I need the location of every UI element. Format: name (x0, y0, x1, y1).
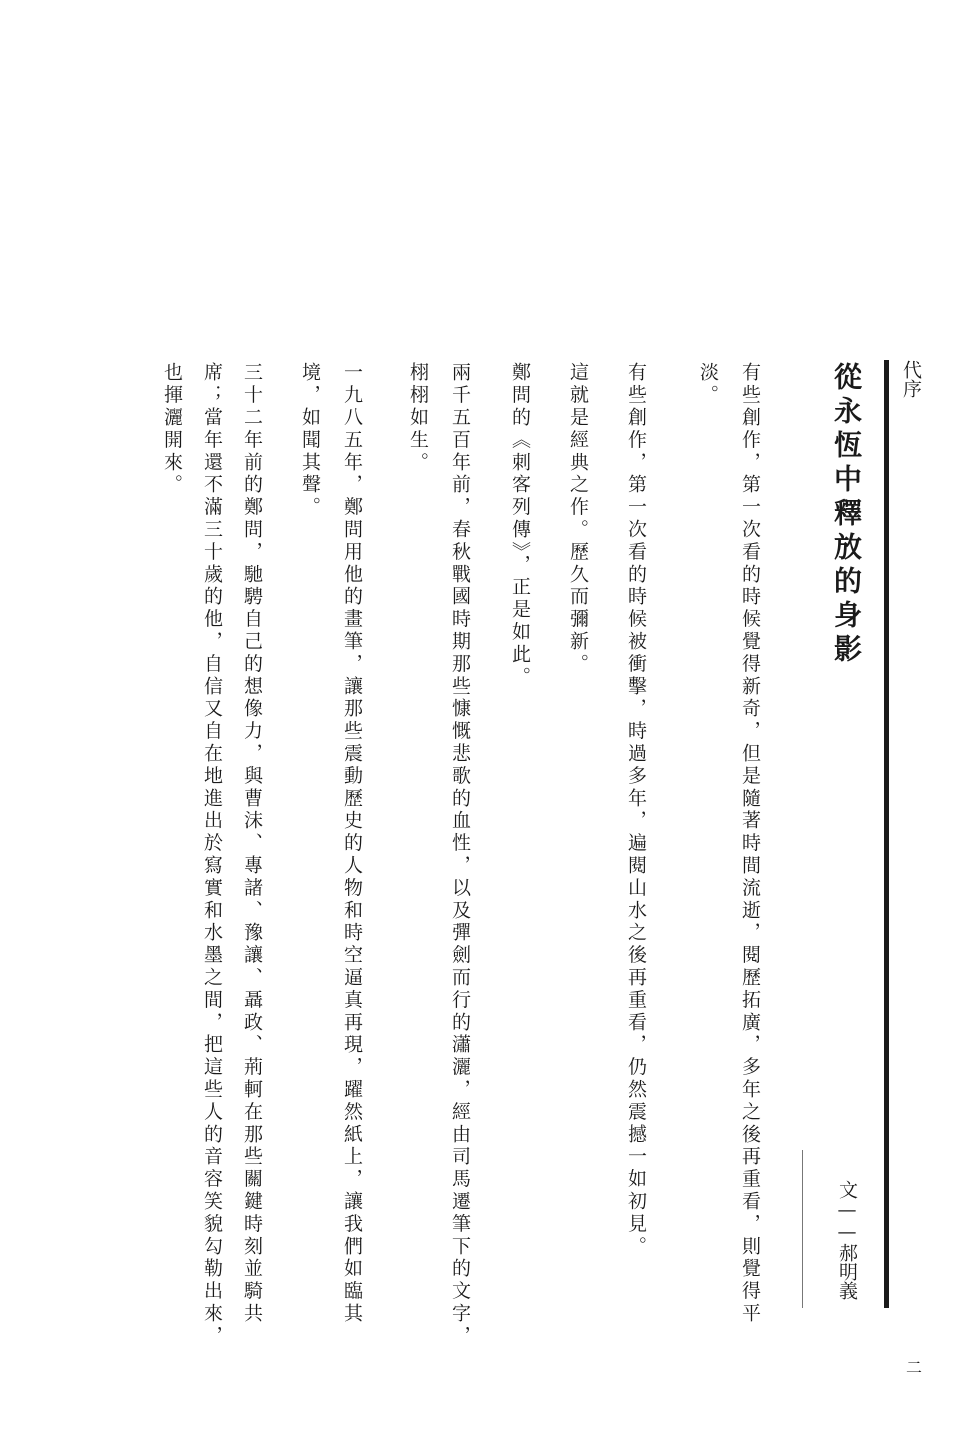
body-column: 兩千五百年前，春秋戰國時期那些慷慨悲歌的血性，以及彈劍而行的瀟灑，經由司馬遷筆下的文字， (449, 362, 471, 1348)
author-rule (802, 1150, 803, 1308)
title-rule (884, 360, 889, 1308)
body-column: 這就是經典之作。歷久而彌新。 (567, 362, 589, 676)
body-column: 也揮灑開來。 (161, 362, 183, 497)
body-column: 一九八五年，鄭問用他的畫筆，讓那些震動歷史的人物和時空逼真再現，躍然紙上，讓我們如臨其 (341, 362, 363, 1326)
section-label: 代序 (900, 360, 922, 398)
body-column: 三十二年前的鄭問，馳騁自己的想像力，與曹沫、專諸、豫讓、聶政、荊軻在那些關鍵時刻並騎共 (241, 362, 263, 1326)
body-column: 有些創作，第一次看的時候覺得新奇，但是隨著時間流逝，閱歷拓廣，多年之後再重看，則覺得平 (739, 362, 761, 1326)
page-number: 二 (906, 1358, 923, 1377)
author-byline: 文——郝明義 (836, 1180, 858, 1300)
body-column: 有些創作，第一次看的時候被衝擊，時過多年，遍閱山水之後再重看，仍然震撼一如初見。 (625, 362, 647, 1258)
body-column: 境，如聞其聲。 (299, 362, 321, 519)
body-column: 栩栩如生。 (407, 362, 429, 474)
body-column: 鄭問的《刺客列傳》，正是如此。 (509, 362, 531, 689)
page-title: 從永恆中釋放的身影 (830, 362, 863, 668)
body-column: 席；當年還不滿三十歲的他，自信又自在地進出於寫實和水墨之間，把這些人的音容笑貌勾勒出來， (201, 362, 223, 1348)
body-column: 淡。 (697, 362, 719, 407)
